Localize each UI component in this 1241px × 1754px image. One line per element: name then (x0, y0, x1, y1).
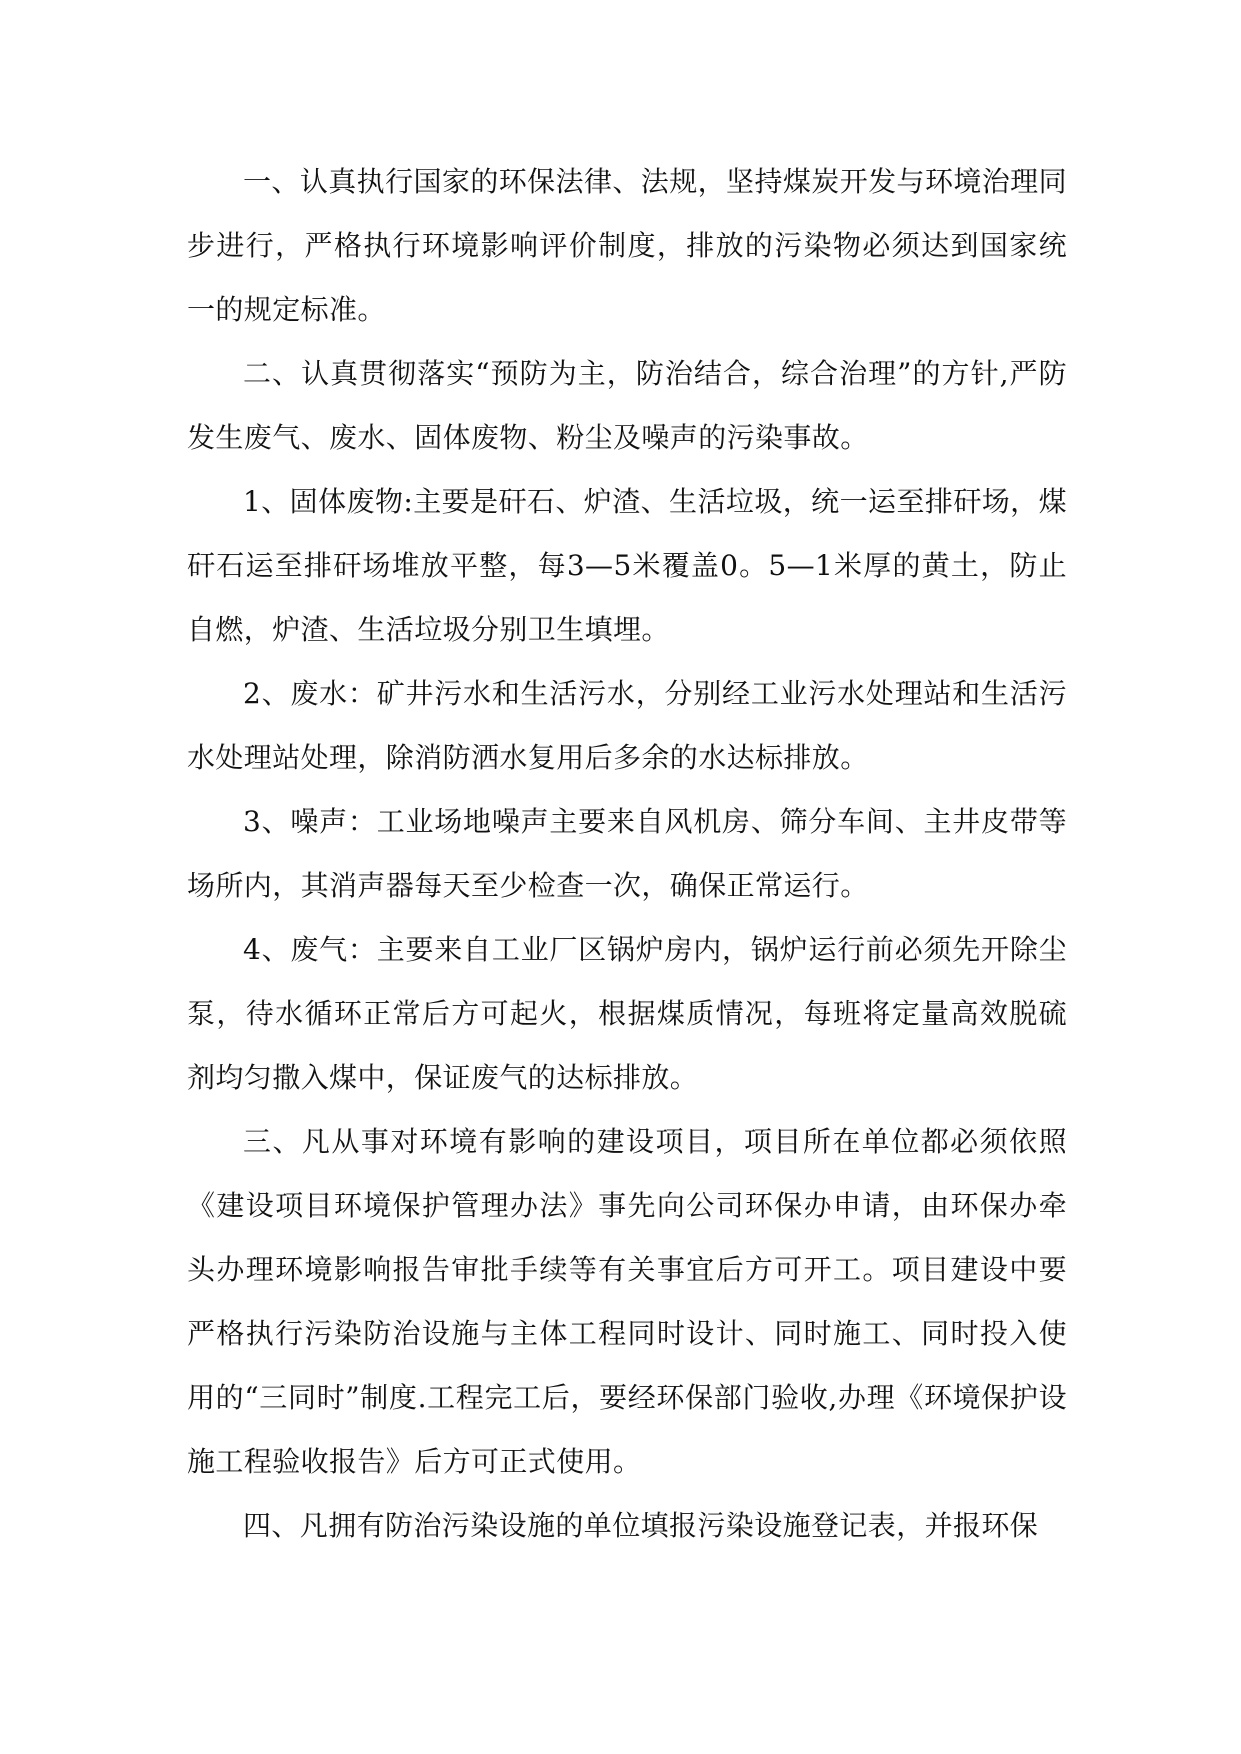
paragraph-pollution-facilities: 四、凡拥有防治污染设施的单位填报污染设施登记表，并报环保 (243, 1509, 1039, 1542)
paragraph-waste-gas: 4、废气：主要来自工业厂区锅炉房内，锅炉运行前必须先开除尘泵，待水循环正常后方可起火，根据煤质情况，每班将定量高效脱硫剂均匀撒入煤中，保证废气的达标排放。 (187, 933, 1067, 1094)
paragraph-prevention-policy: 二、认真贯彻落实“预防为主，防治结合，综合治理”的方针,严防发生废气、废水、固体废物、粉尘及噪声的污染事故。 (187, 357, 1067, 454)
paragraph-noise: 3、噪声：工业场地噪声主要来自风机房、筛分车间、主井皮带等场所内，其消声器每天至少检查一次，确保正常运行。 (187, 805, 1067, 902)
paragraph-solid-waste: 1、固体废物:主要是矸石、炉渣、生活垃圾，统一运至排矸场，煤矸石运至排矸场堆放平整，每3—5米覆盖0。5—1米厚的黄土，防止自燃，炉渣、生活垃圾分别卫生填埋。 (187, 485, 1067, 646)
paragraph-construction-projects: 三、凡从事对环境有影响的建设项目，项目所在单位都必须依照《建设项目环境保护管理办法》事先向公司环保办申请，由环保办牵头办理环境影响报告审批手续等有关事宜后方可开工。项目建设中要严格执行污染防治设施与主体工程同时设计、同时施工、同时投入使用的“三同时”制度.工程完工后，要经环保部门验收,办理《环境保护设施工程验收报告》后方可正式使用。 (187, 1125, 1067, 1478)
paragraph-environmental-law: 一、认真执行国家的环保法律、法规，坚持煤炭开发与环境治理同步进行，严格执行环境影响评价制度，排放的污染物必须达到国家统一的规定标准。 (187, 165, 1067, 326)
paragraph-waste-water: 2、废水：矿井污水和生活污水，分别经工业污水处理站和生活污水处理站处理，除消防洒水复用后多余的水达标排放。 (187, 677, 1067, 774)
document-body (187, 150, 1067, 1558)
